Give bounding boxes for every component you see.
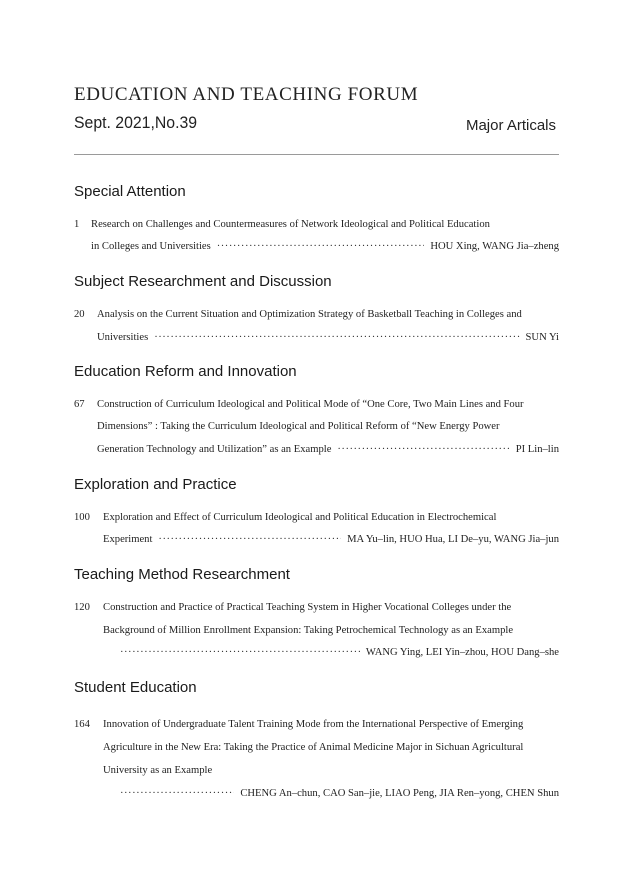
author-line xyxy=(120,647,559,658)
article-title-line: Analysis on the Current Situation and Optimization Strategy of Basketball Teaching in Colleges and xyxy=(97,309,522,320)
author-line xyxy=(97,444,559,455)
page-number: 120 xyxy=(74,602,90,613)
article-title-line: Generation Technology and Utilization” as an Example xyxy=(97,444,332,455)
article-authors: PI Lin–lin xyxy=(515,444,559,455)
section-heading: Exploration and Practice xyxy=(74,476,237,493)
dot-leader xyxy=(337,444,509,455)
page-number: 20 xyxy=(74,309,85,320)
article-title-line: Agriculture in the New Era: Taking the Practice of Animal Medicine Major in Sichuan Agricultural xyxy=(103,742,524,753)
article-authors: CHENG An–chun, CAO San–jie, LIAO Peng, JIA Ren–yong, CHEN Shun xyxy=(240,788,559,799)
page-number: 1 xyxy=(74,219,80,230)
section-type-label: Major Articals xyxy=(465,117,556,134)
dot-leader xyxy=(217,241,425,252)
dot-leader xyxy=(120,788,234,799)
section-heading: Subject Researchment and Discussion xyxy=(74,273,332,290)
journal-title: EDUCATION AND TEACHING FORUM xyxy=(74,84,419,105)
section-heading: Education Reform and Innovation xyxy=(74,363,297,380)
article-title-line: Experiment xyxy=(103,534,153,545)
author-line xyxy=(91,241,559,252)
article-title-line: Dimensions” : Taking the Curriculum Ideological and Political Reform of “New Energy Power xyxy=(97,421,500,432)
article-authors: MA Yu–lin, HUO Hua, LI De–yu, WANG Jia–jun xyxy=(347,534,559,545)
dot-leader xyxy=(158,534,341,545)
dot-leader xyxy=(120,647,360,658)
section-heading: Teaching Method Researchment xyxy=(74,566,290,583)
dot-leader xyxy=(154,332,519,343)
article-title-line: Construction and Practice of Practical Teaching System in Higher Vocational Colleges under the xyxy=(103,602,512,613)
page-number: 100 xyxy=(74,512,90,523)
page-number: 164 xyxy=(74,719,90,730)
article-authors: SUN Yi xyxy=(525,332,559,343)
author-line xyxy=(120,788,559,799)
section-heading: Special Attention xyxy=(74,183,186,200)
article-authors: HOU Xing, WANG Jia–zheng xyxy=(430,241,559,252)
article-title-line: Exploration and Effect of Curriculum Ideological and Political Education in Electrochemical xyxy=(103,512,497,523)
author-line xyxy=(97,332,559,343)
article-title-line: Universities xyxy=(97,332,149,343)
article-title-line: University as an Example xyxy=(103,765,213,776)
author-line xyxy=(103,534,559,545)
article-title-line: Research on Challenges and Countermeasures of Network Ideological and Political Education xyxy=(91,219,490,230)
page-number: 67 xyxy=(74,399,85,410)
article-title-line: in Colleges and Universities xyxy=(91,241,211,252)
article-title-line: Construction of Curriculum Ideological and Political Mode of “One Core, Two Main Lines and Four xyxy=(97,399,524,410)
section-heading: Student Education xyxy=(74,679,197,696)
article-title-line: Innovation of Undergraduate Talent Training Mode from the International Perspective of Emerging xyxy=(103,719,524,730)
article-title-line: Background of Million Enrollment Expansion: Taking Petrochemical Technology as an Example xyxy=(103,625,514,636)
article-authors: WANG Ying, LEI Yin–zhou, HOU Dang–she xyxy=(365,647,559,658)
header-divider xyxy=(74,154,559,155)
issue-info: Sept. 2021,No.39 xyxy=(74,113,198,132)
